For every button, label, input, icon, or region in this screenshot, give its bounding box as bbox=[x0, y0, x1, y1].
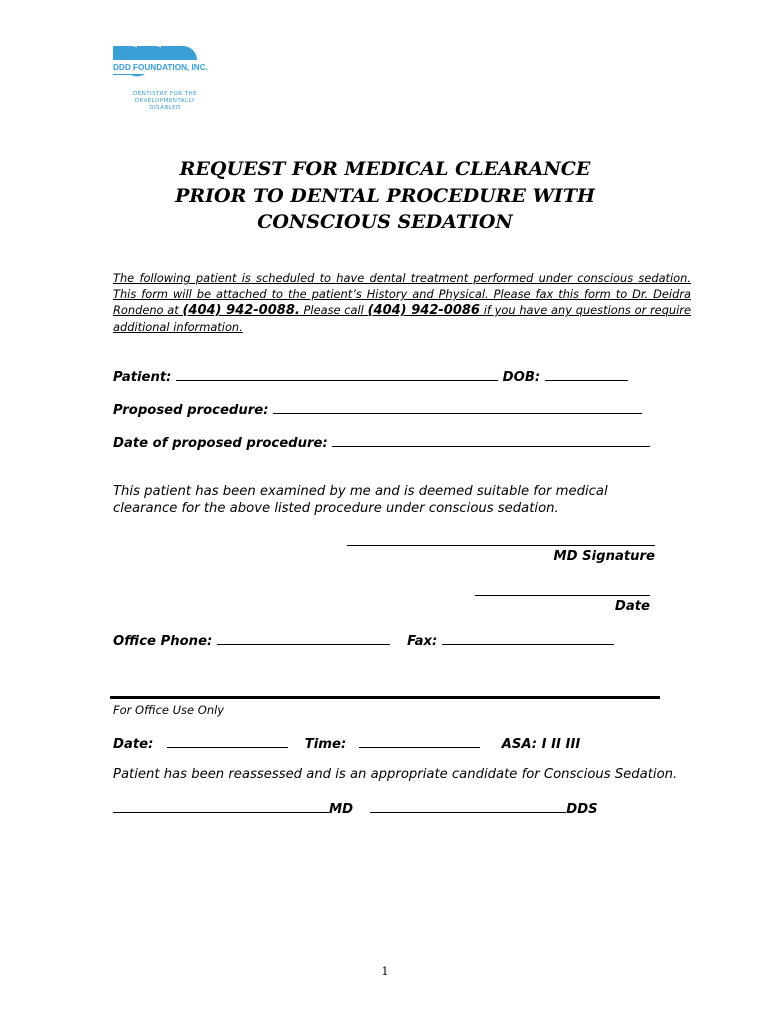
proposed-procedure-label: Proposed procedure: bbox=[113, 403, 269, 418]
title-line-2: PRIOR TO DENTAL PROCEDURE WITH bbox=[175, 184, 595, 207]
asa-options[interactable]: ASA: I II III bbox=[501, 737, 581, 752]
md-signature-field[interactable] bbox=[347, 545, 655, 546]
signature-date-label: Date bbox=[614, 599, 650, 614]
fax-field[interactable] bbox=[442, 632, 614, 645]
dds-signature-field[interactable] bbox=[370, 800, 566, 813]
patient-field[interactable] bbox=[176, 368, 498, 381]
procedure-row bbox=[113, 401, 642, 418]
procedure-date-field[interactable] bbox=[332, 434, 650, 447]
office-phone-label: Office Phone: bbox=[113, 634, 213, 649]
contact-row bbox=[113, 632, 614, 649]
intro-paragraph bbox=[113, 270, 691, 335]
office-time-label: Time: bbox=[304, 737, 347, 752]
patient-row bbox=[113, 368, 628, 385]
intro-text-1: The following patient is scheduled to have dental treatment performed under conscious sedation. This form will be attached to the patient’s History and Physical. Please fax this form to Dr. Deidra Rondeno at bbox=[113, 271, 691, 317]
reassessment-statement: Patient has been reassessed and is an appropriate candidate for Conscious Sedation. bbox=[113, 767, 678, 782]
logo-tagline-line2: DEVELOPMENTALLY DISABLED bbox=[134, 98, 196, 111]
md-final-signature-field[interactable] bbox=[113, 800, 329, 813]
office-use-heading: For Office Use Only bbox=[113, 703, 225, 717]
dob-field[interactable] bbox=[545, 368, 628, 381]
procedure-date-row bbox=[113, 434, 650, 451]
procedure-date-label: Date of proposed procedure: bbox=[113, 436, 328, 451]
final-signature-row bbox=[113, 800, 598, 817]
logo-tagline-line1: DENTISTRY FOR THE bbox=[132, 91, 198, 97]
dob-label: DOB: bbox=[502, 370, 541, 385]
logo-name: DDD FOUNDATION, INC. bbox=[113, 63, 208, 72]
intro-text-2: Please call bbox=[299, 303, 368, 317]
md-signature-label: MD Signature bbox=[553, 549, 655, 564]
office-date-field[interactable] bbox=[167, 735, 288, 748]
section-divider bbox=[110, 696, 660, 699]
fax-label: Fax: bbox=[407, 634, 438, 649]
fax-number: (404) 942-0088. bbox=[182, 303, 300, 318]
page-number: 1 bbox=[381, 965, 389, 978]
clearance-statement: This patient has been examined by me and is deemed suitable for medical clearance for the above listed procedure under conscious sedation. bbox=[113, 484, 608, 516]
office-use-row bbox=[113, 735, 580, 752]
call-number: (404) 942-0086 bbox=[367, 303, 480, 318]
logo-tagline bbox=[120, 91, 210, 112]
title-line-3: CONSCIOUS SEDATION bbox=[257, 211, 513, 233]
title-line-1: REQUEST FOR MEDICAL CLEARANCE bbox=[179, 158, 591, 180]
office-time-field[interactable] bbox=[359, 735, 480, 748]
proposed-procedure-field[interactable] bbox=[273, 401, 642, 414]
md-label: MD bbox=[329, 802, 354, 817]
dds-label: DDS bbox=[566, 802, 598, 817]
signature-date-field[interactable] bbox=[475, 595, 650, 596]
patient-label: Patient: bbox=[113, 370, 172, 385]
office-phone-field[interactable] bbox=[217, 632, 390, 645]
intro-text-3: if you have any questions or require additional information. bbox=[113, 303, 691, 334]
form-title bbox=[110, 156, 660, 236]
office-date-label: Date: bbox=[113, 737, 154, 752]
